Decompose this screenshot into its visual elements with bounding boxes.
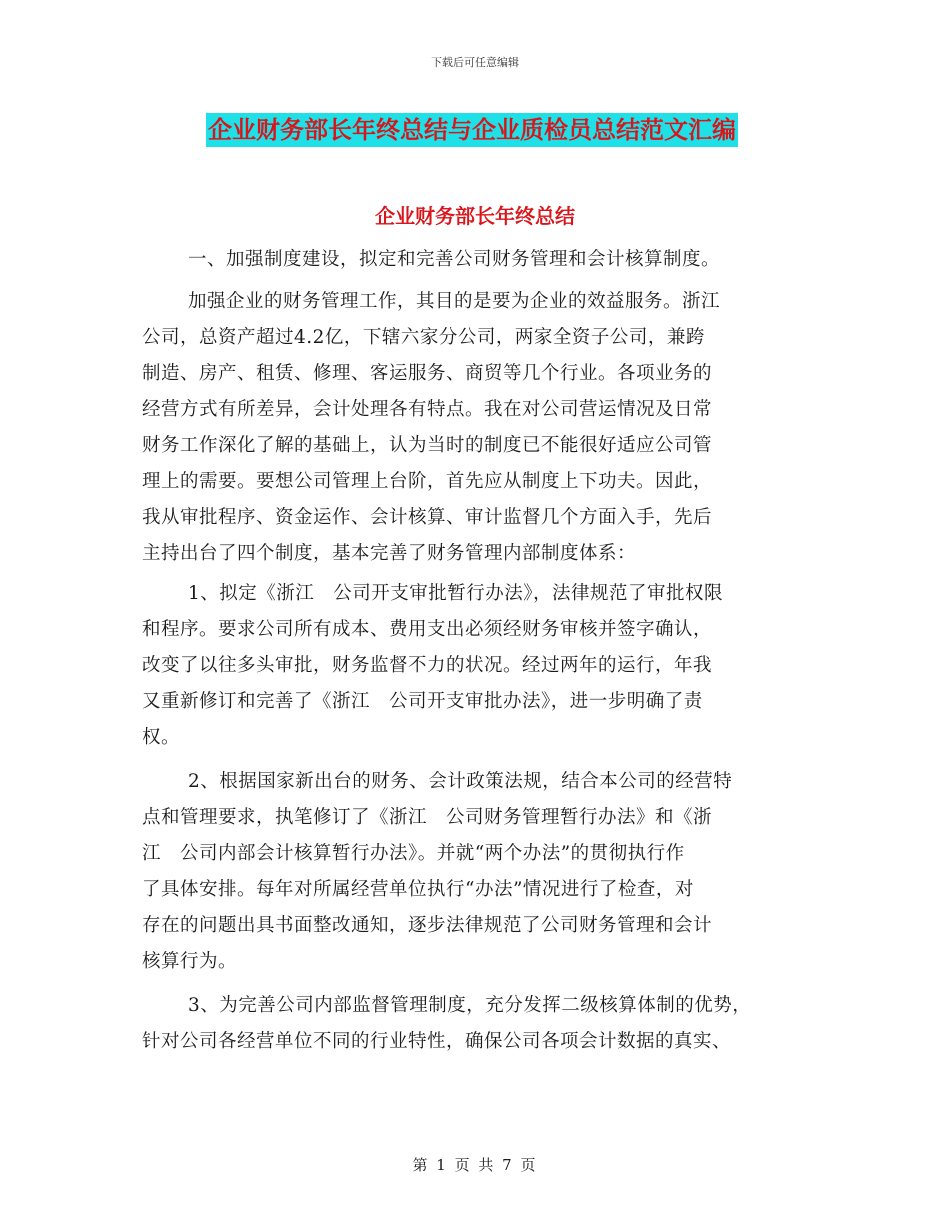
text-line: 主持出台了四个制度，基本完善了财务管理内部制度体系： [142, 543, 637, 564]
main-title-wrap [206, 113, 738, 147]
text-line: 公司，总资产超过4.2亿，下辖六家分公司，两家全资子公司，兼跨 [142, 327, 705, 348]
text-line: 我从审批程序、资金运作、会计核算、审计监督几个方面入手，先后 [142, 507, 713, 528]
text-line: 财务工作深化了解的基础上，认为当时的制度已不能很好适应公司管 [142, 435, 713, 456]
text-line: 一、加强制度建设，拟定和完善公司财务管理和会计核算制度。 [188, 249, 721, 270]
text-line: 3、为完善公司内部监督管理制度，充分发挥二级核算体制的优势， [188, 995, 752, 1016]
text-line: 加强企业的财务管理工作，其目的是要为企业的效益服务。浙江 [188, 291, 721, 312]
text-line: 江 公司内部会计核算暂行办法》。并就“两个办法”的贯彻执行作 [142, 843, 685, 864]
text-line: 和程序。要求公司所有成本、费用支出必须经财务审核并签字确认， [142, 619, 713, 640]
text-line: 点和管理要求，执笔修订了《浙江 公司财务管理暂行办法》和《浙 [142, 807, 713, 828]
text-line: 存在的问题出具书面整改通知，逐步法律规范了公司财务管理和会计 [142, 915, 713, 936]
page-footer: 第 1 页 共 7 页 [412, 1156, 538, 1174]
text-line: 核算行为。 [142, 951, 238, 972]
section-title: 企业财务部长年终总结 [375, 204, 575, 228]
text-line: 制造、房产、租赁、修理、客运服务、商贸等几个行业。各项业务的 [142, 363, 713, 384]
text-line: 权。 [142, 727, 181, 748]
text-line: 经营方式有所差异，会计处理各有特点。我在对公司营运情况及日常 [142, 399, 713, 420]
text-line: 针对公司各经营单位不同的行业特性，确保公司各项会计数据的真实、 [142, 1031, 732, 1052]
text-line: 1、拟定《浙江 公司开支审批暂行办法》，法律规范了审批权限 [188, 583, 724, 604]
main-title: 企业财务部长年终总结与企业质检员总结范文汇编 [206, 113, 738, 147]
header-note: 下载后可任意编辑 [431, 56, 519, 69]
text-line: 理上的需要。要想公司管理上台阶，首先应从制度上下功夫。因此， [142, 471, 713, 492]
text-line: 2、根据国家新出台的财务、会计政策法规，结合本公司的经营特 [188, 771, 733, 792]
text-line: 又重新修订和完善了《浙江 公司开支审批办法》，进一步明确了责 [142, 691, 703, 712]
text-line: 改变了以往多头审批，财务监督不力的状况。经过两年的运行，年我 [142, 655, 713, 676]
text-line: 了具体安排。每年对所属经营单位执行“办法”情况进行了检查，对 [142, 879, 694, 900]
